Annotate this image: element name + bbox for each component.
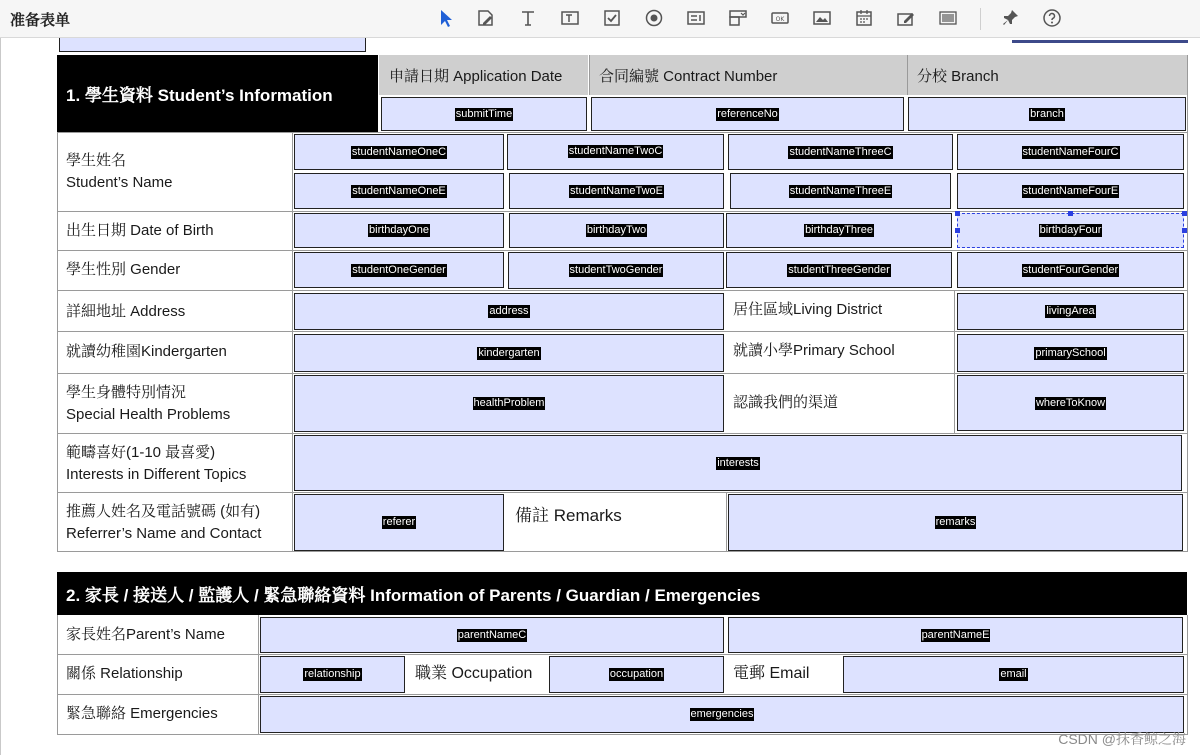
health-problem-field[interactable]	[294, 375, 724, 432]
signature-icon[interactable]	[894, 6, 918, 30]
primary-school-field[interactable]	[957, 334, 1184, 372]
student-name-two-e-field[interactable]	[509, 173, 724, 209]
row-divider	[57, 734, 1187, 735]
section1-title	[57, 55, 378, 132]
section1-title-text: 1. 學生資料 Student’s Information	[66, 86, 333, 105]
student-name-three-e-field[interactable]	[730, 173, 951, 209]
emergencies-label: 緊急聯絡 Emergencies	[66, 705, 218, 722]
student-name-four-c-field[interactable]	[957, 134, 1184, 170]
interests-label-en: Interests in Different Topics	[66, 466, 247, 483]
row-divider	[57, 373, 1188, 374]
field-name-tag: studentThreeGender	[788, 263, 890, 276]
column-divider	[954, 374, 955, 433]
birthday-one-field[interactable]	[294, 213, 504, 248]
column-divider	[258, 615, 259, 735]
student-name-label-en: Student’s Name	[66, 174, 173, 191]
resize-handle[interactable]	[1182, 211, 1187, 216]
branch-field[interactable]	[908, 97, 1186, 131]
relationship-label: 關係 Relationship	[66, 665, 183, 682]
column-divider	[57, 132, 58, 552]
text-icon[interactable]	[516, 6, 540, 30]
student-name-two-c-field[interactable]	[507, 134, 724, 170]
student-three-gender-field[interactable]	[726, 252, 952, 288]
text-box-icon[interactable]	[558, 6, 582, 30]
referer-label-zh: 推薦人姓名及電話號碼 (如有)	[66, 503, 261, 520]
column-divider	[726, 493, 727, 552]
field-name-tag: address	[489, 305, 529, 317]
field-name-tag: studentNameFourC	[1022, 145, 1119, 158]
row-divider	[57, 694, 1187, 695]
gender-label: 學生性別 Gender	[66, 261, 181, 278]
field-name-tag: birthdayThree	[805, 224, 873, 236]
submit-time-field[interactable]	[381, 97, 587, 131]
field-name-tag: submitTime	[455, 107, 513, 120]
kindergarten-label: 就讀幼稚園Kindergarten	[66, 343, 227, 360]
previous-field-remnant[interactable]	[59, 38, 366, 52]
row-divider	[57, 290, 1188, 291]
field-name-tag: whereToKnow	[1035, 396, 1106, 409]
row-divider	[57, 211, 1188, 212]
remarks-label: 備註 Remarks	[515, 506, 622, 525]
page-left-edge	[0, 38, 1, 755]
row-divider	[57, 132, 1188, 133]
field-name-tag: studentNameThreeC	[789, 145, 892, 158]
row-divider	[57, 250, 1188, 251]
referer-field[interactable]	[294, 494, 504, 551]
branch-header: 分校 Branch	[907, 55, 1188, 95]
field-name-tag: branch	[1030, 107, 1064, 120]
row-divider	[57, 551, 1188, 552]
student-one-gender-field[interactable]	[294, 252, 504, 288]
parent-name-e-field[interactable]	[728, 617, 1183, 653]
row-divider	[57, 492, 1188, 493]
field-name-tag: birthdayOne	[369, 224, 429, 236]
column-divider	[954, 291, 955, 331]
column-divider	[1187, 55, 1188, 552]
interests-label	[66, 442, 246, 486]
field-name-tag: studentTwoGender	[569, 264, 663, 276]
birthday-three-field[interactable]	[726, 213, 952, 248]
field-name-tag: kindergarten	[478, 346, 540, 359]
field-name-tag: email	[1000, 668, 1027, 680]
field-name-tag: remarks	[935, 516, 976, 528]
field-name-tag: referer	[382, 516, 416, 528]
student-name-one-c-field[interactable]	[294, 134, 504, 170]
field-name-tag: birthdayTwo	[586, 224, 647, 236]
previous-field-underline	[1012, 40, 1188, 43]
relationship-field[interactable]	[260, 656, 405, 693]
dob-label: 出生日期 Date of Birth	[66, 222, 214, 239]
field-name-tag: studentFourGender	[1022, 263, 1119, 276]
address-field[interactable]	[294, 293, 724, 330]
occupation-field[interactable]	[549, 656, 724, 693]
field-name-tag: studentNameOneE	[352, 184, 446, 197]
address-label: 詳細地址 Address	[66, 303, 186, 320]
contract-number-header: 合同編號 Contract Number	[589, 55, 907, 95]
date-field-icon[interactable]	[852, 6, 876, 30]
section2-title-text: 2. 家長 / 接送人 / 監護人 / 緊急聯絡資料 Information of Parents / Guardian / Emergencies	[66, 586, 761, 605]
barcode-icon[interactable]	[936, 6, 960, 30]
interests-label-zh: 範疇喜好(1-10 最喜愛)	[66, 444, 216, 461]
field-name-tag: birthdayFour	[1039, 224, 1102, 236]
where-to-know-field[interactable]	[957, 375, 1184, 431]
health-label	[66, 382, 230, 426]
dropdown-icon[interactable]	[726, 6, 750, 30]
resize-handle[interactable]	[955, 211, 960, 216]
field-name-tag: parentNameC	[457, 628, 527, 641]
field-name-tag: relationship	[304, 668, 361, 680]
column-divider	[57, 615, 58, 735]
primary-school-label: 就讀小學Primary School	[733, 342, 895, 359]
field-name-tag: referenceNo	[717, 107, 778, 120]
email-field[interactable]	[843, 656, 1184, 693]
image-icon[interactable]	[810, 6, 834, 30]
health-label-en: Special Health Problems	[66, 406, 231, 423]
field-name-tag: studentOneGender	[352, 263, 446, 276]
student-name-label-zh: 學生姓名	[66, 152, 127, 169]
resize-handle[interactable]	[1068, 211, 1073, 216]
field-name-tag: healthProblem	[473, 397, 545, 409]
birthday-two-field[interactable]	[509, 213, 724, 248]
select-pointer-icon[interactable]	[434, 6, 458, 30]
svg-text:OK: OK	[775, 16, 785, 23]
referer-label	[66, 501, 261, 545]
health-label-zh: 學生身體特別情況	[66, 384, 187, 401]
student-name-one-e-field[interactable]	[294, 173, 504, 209]
column-divider	[292, 132, 293, 552]
toolbar-separator	[980, 8, 981, 30]
field-name-tag: emergencies	[690, 708, 754, 720]
occupation-label: 職業 Occupation	[415, 665, 533, 682]
resize-handle[interactable]	[955, 228, 960, 233]
row-divider	[57, 433, 1188, 434]
student-two-gender-field[interactable]	[508, 252, 724, 289]
checkbox-icon[interactable]	[600, 6, 624, 30]
student-name-four-e-field[interactable]	[957, 173, 1184, 209]
parent-name-label: 家長姓名Parent’s Name	[66, 626, 225, 643]
emergencies-field[interactable]	[260, 696, 1184, 733]
email-label: 電郵 Email	[733, 665, 810, 682]
row-divider	[57, 331, 1188, 332]
living-district-label: 居住區域Living District	[733, 301, 883, 318]
column-divider	[1187, 615, 1188, 735]
text-field-edit-icon[interactable]	[474, 6, 498, 30]
watermark: CSDN @抹香鲸之海	[1058, 731, 1186, 747]
ok-button-icon[interactable]	[768, 6, 792, 30]
field-name-tag: interests	[717, 456, 759, 469]
field-name-tag: primarySchool	[1035, 346, 1106, 359]
application-date-header: 申請日期 Application Date	[379, 55, 588, 95]
field-name-tag: studentNameTwoE	[570, 184, 663, 197]
remarks-field[interactable]	[728, 494, 1183, 551]
student-four-gender-field[interactable]	[957, 252, 1184, 288]
student-name-label	[66, 150, 172, 194]
column-divider	[954, 332, 955, 373]
field-name-tag: studentNameOneC	[351, 145, 447, 158]
field-name-tag: studentNameFourE	[1022, 184, 1119, 197]
prepare-form-toolbar	[0, 0, 1200, 38]
resize-handle[interactable]	[1182, 228, 1187, 233]
section2-title	[57, 572, 1187, 615]
kindergarten-field[interactable]	[294, 334, 724, 372]
student-name-three-c-field[interactable]	[728, 134, 953, 170]
parent-name-c-field[interactable]	[260, 617, 724, 653]
radio-button-icon[interactable]	[642, 6, 666, 30]
living-area-field[interactable]	[957, 293, 1184, 330]
reference-no-field[interactable]	[591, 97, 904, 131]
referer-label-en: Referrer’s Name and Contact	[66, 525, 262, 542]
interests-field[interactable]	[294, 435, 1182, 491]
birthday-four-field-selected[interactable]	[957, 213, 1184, 248]
field-name-tag: livingArea	[1046, 305, 1095, 317]
help-icon[interactable]	[1040, 6, 1064, 30]
field-name-tag: studentNameThreeE	[789, 184, 892, 197]
toolbar-title: 准备表单	[10, 12, 71, 29]
list-box-icon[interactable]	[684, 6, 708, 30]
pin-icon[interactable]	[998, 6, 1022, 30]
know-channel-label: 認識我們的渠道	[733, 394, 839, 411]
field-name-tag: parentNameE	[921, 628, 990, 641]
field-name-tag: studentNameTwoC	[568, 145, 663, 157]
field-name-tag: occupation	[609, 668, 664, 680]
row-divider	[57, 654, 1187, 655]
